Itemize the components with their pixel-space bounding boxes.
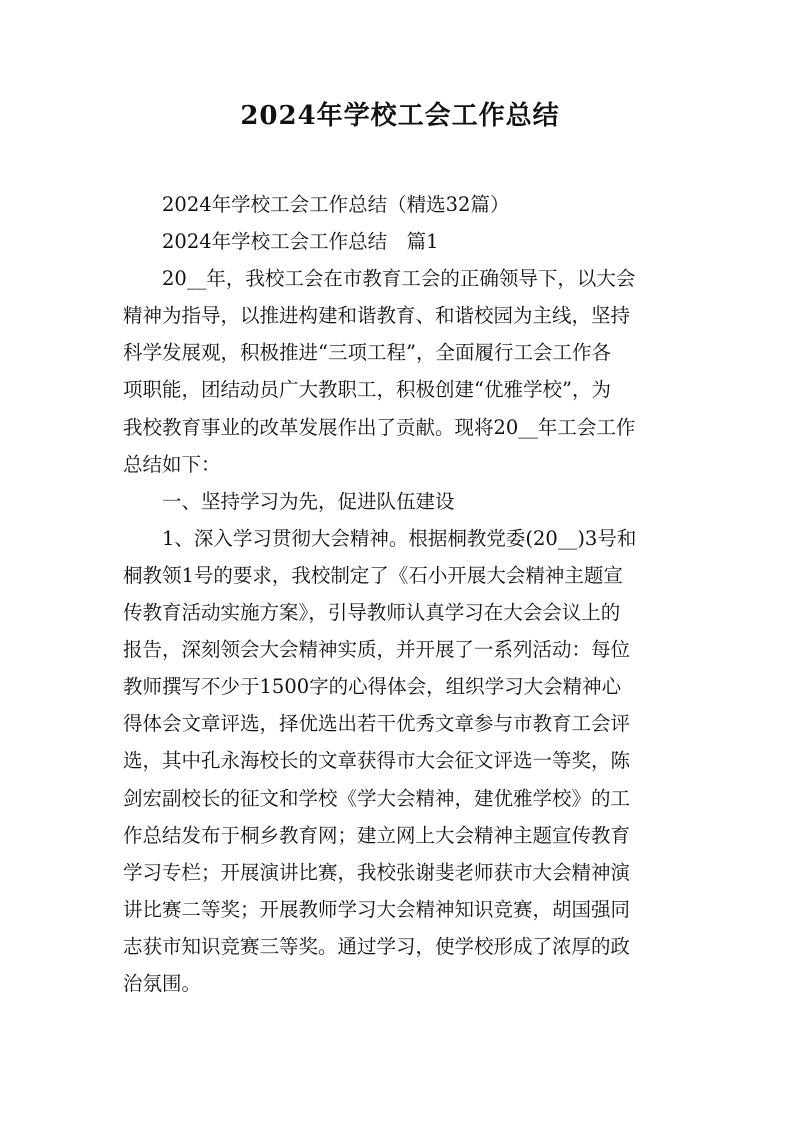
item-1-paragraph [123, 520, 678, 1002]
intro-line: 总结如下： [123, 452, 221, 476]
paragraph-line: 讲比赛二等奖；开展教师学习大会精神知识竞赛，胡国强同 [123, 897, 631, 921]
intro-line: 精神为指导，以推进构建和谐教育、和谐校园为主线，坚持 [123, 304, 631, 328]
intro-line: 项职能，团结动员广大教职工，积极创建“优雅学校”，为 [123, 378, 611, 402]
paragraph-line: 选，其中孔永海校长的文章获得市大会征文评选一等奖，陈 [123, 749, 631, 773]
paragraph-line: 得体会文章评选，择优选出若干优秀文章参与市教育工会评 [123, 712, 631, 736]
paragraph-line: 桐教领1号的要求，我校制定了《石小开展大会精神主题宣 [123, 563, 623, 587]
paragraph-line: 治氛围。 [123, 971, 202, 995]
paragraph-line: 剑宏副校长的征文和学校《学大会精神，建优雅学校》的工 [123, 786, 631, 810]
paragraph-line: 1、深入学习贯彻大会精神。根据桐教党委(20__)3号和 [162, 526, 637, 550]
paragraph-line: 传教育活动实施方案》，引导教师认真学习在大会会议上的 [123, 601, 621, 625]
section-title: 2024年学校工会工作总结 篇1 [162, 230, 439, 254]
intro-paragraph [123, 260, 678, 483]
intro-line: 科学发展观，积极推进“三项工程”，全面履行工会工作各 [123, 341, 611, 365]
paragraph-line: 志获市知识竞赛三等奖。通过学习，使学校形成了浓厚的政 [123, 934, 631, 958]
paragraph-line: 报告，深刻领会大会精神实质，并开展了一系列活动：每位 [123, 638, 631, 662]
paragraph-line: 教师撰写不少于1500字的心得体会，组织学习大会精神心 [123, 675, 622, 699]
document-body [123, 186, 678, 1002]
document-subtitle: 2024年学校工会工作总结（精选32篇） [162, 193, 510, 216]
paragraph-line: 学习专栏；开展演讲比赛，我校张谢斐老师获市大会精神演 [123, 860, 631, 884]
section-heading: 一、坚持学习为先，促进队伍建设 [162, 489, 455, 513]
paragraph-line: 作总结发布于桐乡教育网；建立网上大会精神主题宣传教育 [123, 823, 631, 847]
intro-line: 我校教育事业的改革发展作出了贡献。现将20__年工会工作 [123, 415, 636, 439]
document-title: 2024年学校工会工作总结 [240, 101, 560, 131]
intro-line: 20__年，我校工会在市教育工会的正确领导下，以大会 [162, 267, 636, 291]
